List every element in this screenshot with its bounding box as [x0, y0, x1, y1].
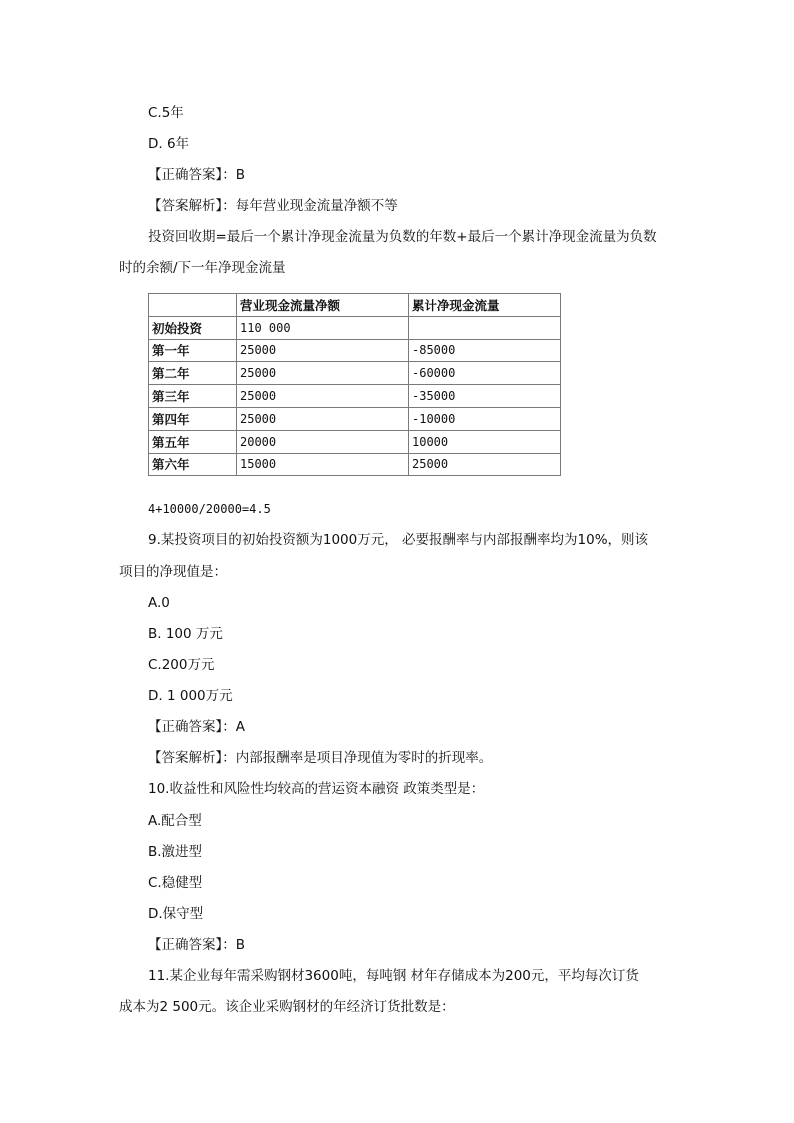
table-row [149, 316, 561, 339]
row-label: 第二年 [149, 362, 237, 385]
table-row [149, 430, 561, 453]
q9-analysis: 【答案解析】：内部报酬率是项目净现值为零时的折现率。 [148, 750, 493, 766]
row-label: 第三年 [149, 385, 237, 408]
q8-option-d: D. 6年 [148, 136, 190, 152]
q8-analysis: 【答案解析】：每年营业现金流量净额不等 [148, 198, 398, 214]
cumulative-cash-flow: -10000 [409, 407, 561, 430]
q10-option-b: B.激进型 [148, 844, 203, 860]
row-label: 初始投资 [149, 316, 237, 339]
operating-cash-flow: 25000 [237, 339, 409, 362]
q8-formula-line2: 时的余额/下一年净现金流量 [119, 260, 286, 276]
q10-stem: 10.收益性和风险性均较高的营运资本融资 政策类型是： [148, 781, 485, 797]
q10-option-a: A.配合型 [148, 813, 202, 829]
table-row [149, 339, 561, 362]
cumulative-cash-flow [409, 316, 561, 339]
q9-stem-line2: 项目的净现值是： [119, 564, 227, 580]
table-row [149, 385, 561, 408]
cumulative-cash-flow: -35000 [409, 385, 561, 408]
table-header-cell: 营业现金流量净额 [237, 294, 409, 317]
operating-cash-flow: 110 000 [237, 316, 409, 339]
q9-answer: 【正确答案】：A [148, 719, 245, 735]
q8-calculation: 4+10000/20000=4.5 [148, 502, 271, 516]
q9-option-d: D. 1 000万元 [148, 688, 233, 704]
table-header-cell: 累计净现金流量 [409, 294, 561, 317]
q10-option-c: C.稳健型 [148, 875, 203, 891]
q9-option-b: B. 100 万元 [148, 626, 223, 642]
operating-cash-flow: 25000 [237, 385, 409, 408]
cumulative-cash-flow: 25000 [409, 453, 561, 476]
q8-answer: 【正确答案】：B [148, 167, 246, 183]
q10-answer: 【正确答案】：B [148, 937, 246, 953]
q11-stem-line1: 11.某企业每年需采购钢材3600吨，每吨钢 材年存储成本为200元，平均每次订货 [148, 968, 639, 984]
operating-cash-flow: 25000 [237, 407, 409, 430]
q9-option-c: C.200万元 [148, 657, 215, 673]
cash-flow-table [148, 293, 561, 476]
table-row [149, 362, 561, 385]
cumulative-cash-flow: -60000 [409, 362, 561, 385]
q10-option-d: D.保守型 [148, 906, 204, 922]
row-label: 第四年 [149, 407, 237, 430]
q11-stem-line2: 成本为2 500元。该企业采购钢材的年经济订货批数是： [119, 999, 455, 1015]
row-label: 第五年 [149, 430, 237, 453]
operating-cash-flow: 25000 [237, 362, 409, 385]
q8-formula-line1: 投资回收期=最后一个累计净现金流量为负数的年数+最后一个累计净现金流量为负数 [148, 229, 657, 245]
cumulative-cash-flow: -85000 [409, 339, 561, 362]
cumulative-cash-flow: 10000 [409, 430, 561, 453]
row-label: 第一年 [149, 339, 237, 362]
table-row [149, 407, 561, 430]
operating-cash-flow: 20000 [237, 430, 409, 453]
table-header-row [149, 294, 561, 317]
q9-stem-line1: 9.某投资项目的初始投资额为1000万元， 必要报酬率与内部报酬率均为10%，则该 [148, 532, 649, 548]
table-row [149, 453, 561, 476]
table-header-cell [149, 294, 237, 317]
operating-cash-flow: 15000 [237, 453, 409, 476]
q8-option-c: C.5年 [148, 105, 184, 121]
row-label: 第六年 [149, 453, 237, 476]
q9-option-a: A.0 [148, 595, 170, 611]
